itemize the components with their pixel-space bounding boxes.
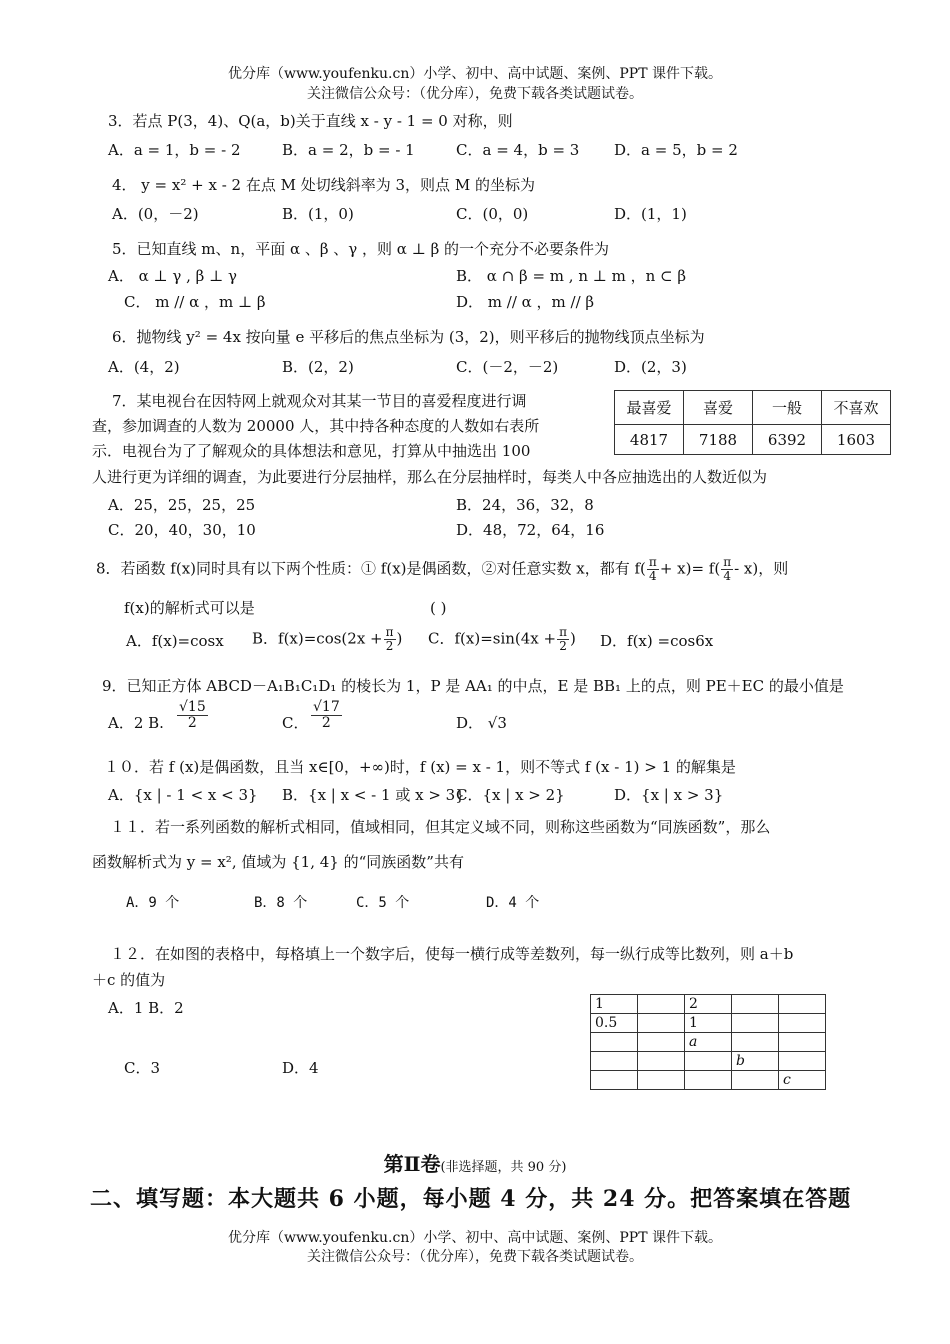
grid-cell bbox=[638, 995, 685, 1014]
fraction-denominator: 2 bbox=[559, 639, 567, 654]
grid-cell bbox=[591, 1052, 638, 1071]
grid-cell: 1 bbox=[591, 995, 638, 1014]
q12-line-1: １２．在如图的表格中，每格填上一个数字后，使每一横行成等差数列，每一纵行成等比数列，则 a＋b bbox=[110, 945, 794, 963]
q3-option-c: C．a = 4，b = 3 bbox=[456, 141, 580, 159]
q3-option-b: B．a = 2，b = - 1 bbox=[282, 141, 415, 159]
q9-option-c-label: C． bbox=[282, 714, 309, 732]
grid-cell: 0.5 bbox=[591, 1014, 638, 1033]
q11-line-1: １１．若一系列函数的解析式相同，值域相同，但其定义域不同，则称这些函数为“同族函数”，那么 bbox=[110, 818, 771, 836]
section-2-title bbox=[0, 1152, 950, 1176]
fraction-pi-over-4 bbox=[647, 556, 659, 583]
q3-option-a: A．a = 1，b = - 2 bbox=[108, 141, 241, 159]
grid-cell bbox=[685, 1071, 732, 1090]
fraction-numerator: π bbox=[723, 555, 732, 569]
fraction-denominator: 2 bbox=[385, 639, 394, 654]
fraction-sqrt17-over-2 bbox=[311, 700, 342, 732]
q11-option-c: C．5 个 bbox=[356, 895, 410, 911]
q8-option-c-text: C．f(x)=sin(4x + bbox=[428, 629, 557, 648]
grid-cell bbox=[638, 1014, 685, 1033]
fraction-denominator: 4 bbox=[649, 569, 657, 584]
grid-cell: 1 bbox=[685, 1014, 732, 1033]
table-header-cell: 一般 bbox=[753, 391, 822, 425]
q8-stem-part-a: 8．若函数 f(x)同时具有以下两个性质：① f(x)是偶函数，②对任意实数 x，都有 f( bbox=[96, 559, 646, 578]
q5-option-c: C． m // α ，m ⊥ β bbox=[124, 293, 266, 311]
q9-option-a: A．2 B. bbox=[108, 714, 164, 732]
q5-stem: 5．已知直线 m、n，平面 α 、β 、γ ，则 α ⊥ β 的一个充分不必要条件为 bbox=[112, 240, 610, 258]
grid-cell bbox=[779, 1052, 826, 1071]
table-value-cell: 4817 bbox=[615, 425, 684, 455]
q10-stem: １０．若 f (x)是偶函数，且当 x∈[0，+∞)时，f (x) = x - 1，则不等式 f (x - 1) > 1 的解集是 bbox=[104, 758, 736, 776]
fraction-numerator: π bbox=[385, 625, 394, 639]
fraction-numerator: π bbox=[648, 555, 657, 569]
q8-stem bbox=[96, 556, 788, 583]
q4-option-b: B．(1，0) bbox=[282, 205, 354, 223]
fraction-denominator: 2 bbox=[187, 715, 197, 732]
table-header-cell: 喜爱 bbox=[684, 391, 753, 425]
footer-line-2: 关注微信公众号：（优分库），免费下载各类试题试卷。 bbox=[307, 1249, 643, 1265]
fraction-numerator: π bbox=[559, 625, 567, 639]
q7-line-2: 查，参加调查的人数为 20000 人，其中持各种态度的人数如右表所 bbox=[92, 417, 540, 435]
q9-option-b-value bbox=[176, 700, 209, 732]
section-2-title-note: (非选择题，共 90 分) bbox=[440, 1160, 567, 1175]
q8-option-b bbox=[252, 626, 402, 653]
q8-option-b-close: ) bbox=[396, 629, 403, 648]
grid-cell bbox=[779, 995, 826, 1014]
q6-stem: 6．抛物线 y² = 4x 按向量 e 平移后的焦点坐标为 (3，2)，则平移后的抛物线顶点坐标为 bbox=[112, 328, 705, 346]
q7-line-4: 人进行更为详细的调查，为此要进行分层抽样，那么在分层抽样时，每类人中各应抽选出的人数近似为 bbox=[92, 468, 768, 486]
footer-line-1: 优分库（www.youfenku.cn）小学、初中、高中试题、案例、PPT 课件下载。 bbox=[227, 1230, 722, 1246]
q4-option-c: C．(0，0) bbox=[456, 205, 529, 223]
q9-stem: 9．已知正方体 ABCD－A₁B₁C₁D₁ 的棱长为 1，P 是 AA₁ 的中点，E 是 BB₁ 上的点，则 PE＋EC 的最小值是 bbox=[102, 677, 844, 695]
q12-option-c: C．3 bbox=[124, 1059, 161, 1077]
q12-option-a-b: A．1 B．2 bbox=[108, 999, 184, 1017]
q8-answer-blank: ( ) bbox=[430, 599, 447, 617]
grid-cell bbox=[732, 1014, 779, 1033]
grid-cell bbox=[732, 995, 779, 1014]
fraction-pi-over-2 bbox=[384, 626, 396, 653]
table-value-cell: 6392 bbox=[753, 425, 822, 455]
q8-option-d: D．f(x) =cos6x bbox=[600, 632, 714, 650]
q8-stem-part-c: - x)，则 bbox=[734, 559, 789, 578]
q8-option-c-close: ) bbox=[570, 629, 576, 648]
grid-cell bbox=[638, 1071, 685, 1090]
grid-cell: c bbox=[779, 1071, 826, 1090]
q6-option-c: C．(－2，－2) bbox=[456, 358, 559, 376]
q8-option-a: A．f(x)=cosx bbox=[126, 632, 224, 650]
q5-option-b: B． α ∩ β = m , n ⊥ m ，n ⊂ β bbox=[456, 267, 687, 285]
q12-line-2: ＋c 的值为 bbox=[92, 971, 166, 989]
q7-line-1: 7．某电视台在因特网上就观众对其某一节目的喜爱程度进行调 bbox=[112, 392, 527, 410]
grid-cell: a bbox=[685, 1033, 732, 1052]
fraction-denominator: 4 bbox=[723, 569, 731, 584]
fraction-numerator: √15 bbox=[179, 699, 206, 715]
fraction-sqrt15-over-2 bbox=[177, 700, 208, 732]
section-2-title-main: 第Ⅱ卷 bbox=[383, 1152, 441, 1176]
q4-option-d: D．(1，1) bbox=[614, 205, 687, 223]
grid-cell bbox=[591, 1033, 638, 1052]
grid-cell bbox=[779, 1014, 826, 1033]
q7-option-c: C．20，40，30，10 bbox=[108, 521, 256, 539]
header-line-2: 关注微信公众号：（优分库），免费下载各类试题试卷。 bbox=[307, 86, 643, 102]
q6-option-d: D．(2，3) bbox=[614, 358, 687, 376]
q10-option-d: D．{x | x > 3} bbox=[614, 786, 724, 804]
q11-option-b: B．8 个 bbox=[254, 895, 308, 911]
q6-option-a: A．(4，2) bbox=[108, 358, 180, 376]
q7-line-3: 示．电视台为了了解观众的具体想法和意见，打算从中抽选出 100 bbox=[92, 442, 531, 460]
q5-option-d: D． m // α ，m // β bbox=[456, 293, 595, 311]
table-header-cell: 最喜爱 bbox=[615, 391, 684, 425]
grid-cell bbox=[732, 1071, 779, 1090]
q10-option-a: A．{x | - 1 < x < 3} bbox=[108, 786, 258, 804]
table-value-cell: 1603 bbox=[822, 425, 891, 455]
grid-cell bbox=[638, 1052, 685, 1071]
table-value-cell: 7188 bbox=[684, 425, 753, 455]
q11-option-a: A．9 个 bbox=[126, 895, 180, 911]
fraction-denominator: 2 bbox=[321, 715, 331, 732]
fraction-numerator: √17 bbox=[313, 699, 340, 715]
grid-cell bbox=[638, 1033, 685, 1052]
q4-stem: 4． y = x² + x - 2 在点 M 处切线斜率为 3，则点 M 的坐标为 bbox=[112, 176, 535, 194]
grid-cell: 2 bbox=[685, 995, 732, 1014]
q3-option-d: D．a = 5，b = 2 bbox=[614, 141, 738, 159]
grid-cell bbox=[591, 1071, 638, 1090]
q8-line-2: f(x)的解析式可以是 bbox=[124, 599, 255, 617]
q10-option-c: C．{x | x > 2} bbox=[456, 786, 565, 804]
q11-line-2: 函数解析式为 y = x², 值域为 {1, 4} 的“同族函数”共有 bbox=[92, 853, 464, 871]
q8-option-b-text: B．f(x)=cos(2x + bbox=[252, 629, 383, 648]
q8-option-c bbox=[428, 626, 576, 653]
grid-cell bbox=[779, 1033, 826, 1052]
q3-stem: 3．若点 P(3，4)、Q(a，b)关于直线 x - y - 1 = 0 对称，则 bbox=[108, 112, 513, 130]
q7-option-d: D．48，72，64，16 bbox=[456, 521, 605, 539]
fraction-pi-over-2 bbox=[557, 626, 569, 653]
header-line-1: 优分库（www.youfenku.cn）小学、初中、高中试题、案例、PPT 课件下载。 bbox=[227, 66, 722, 82]
q10-option-b: B．{x | x < - 1 或 x > 3} bbox=[282, 786, 465, 804]
grid-cell bbox=[732, 1033, 779, 1052]
q4-option-a: A．(0，－2) bbox=[112, 205, 199, 223]
q7-option-b: B．24，36，32，8 bbox=[456, 496, 594, 514]
grid-cell bbox=[685, 1052, 732, 1071]
fraction-pi-over-4 bbox=[721, 556, 733, 583]
q9-option-d: D． √3 bbox=[456, 714, 507, 732]
section-2-heading: 二、填写题：本大题共 6 小题，每小题 4 分，共 24 分。把答案填在答题 bbox=[90, 1186, 852, 1212]
table-header-cell: 不喜欢 bbox=[822, 391, 891, 425]
q7-survey-table bbox=[614, 390, 891, 455]
q6-option-b: B．(2，2) bbox=[282, 358, 354, 376]
q7-option-a: A．25，25，25，25 bbox=[108, 496, 256, 514]
grid-cell: b bbox=[732, 1052, 779, 1071]
q11-option-d: D．4 个 bbox=[486, 895, 540, 911]
q9-option-c-value bbox=[310, 700, 343, 732]
q8-stem-part-b: + x)= f( bbox=[659, 559, 721, 578]
q5-option-a: A． α ⊥ γ , β ⊥ γ bbox=[108, 267, 237, 285]
q12-option-d: D．4 bbox=[282, 1059, 319, 1077]
q12-number-grid bbox=[590, 994, 826, 1090]
